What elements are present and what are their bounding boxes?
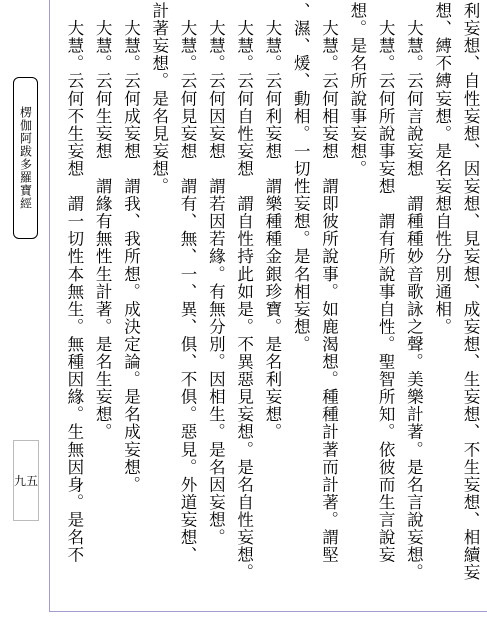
text-column: 想、縛不縛妄想。是名妄想自性分別通相。 xyxy=(432,2,452,336)
text-column: 大慧。云何成妄想 謂我、我所想。成決定論。是名成妄想。 xyxy=(121,2,141,494)
text-column: 大慧。云何見妄想 謂有、無、一、異、俱、不俱。惡見。外道妄想、 xyxy=(178,2,198,564)
text-column: 大慧。云何自性妄想 謂自性持此如是。不異惡見妄想。是名自性妄想。 xyxy=(234,2,254,582)
text-column: 大慧。云何不生妄想 謂一切性本無生。無種因緣。生無因身。是名不 xyxy=(64,2,84,564)
text-column: 大慧。云何生妄想 謂緣有無性生計著。是名生妄想。 xyxy=(93,2,113,441)
scripture-text xyxy=(60,2,484,622)
text-column: 、濕、煖、動相。一切性妄想。是名相妄想。 xyxy=(291,2,311,353)
text-column: 大慧。云何言說妄想 謂種種妙音歌詠之聲。美樂計著。是名言說妄想。 xyxy=(404,2,424,582)
text-column: 大慧。云何相妄想 謂即彼所說事。如鹿渴想。種種計著而計著。謂堅 xyxy=(319,2,339,564)
sutra-title-box xyxy=(13,77,38,239)
sutra-title: 楞伽阿跋多羅寶經 xyxy=(18,106,33,210)
text-column: 利妄想、自性妄想、因妄想、見妄想、成妄想、生妄想、不生妄想、相續妄 xyxy=(461,2,480,582)
text-column: 想。是名所說事妄想。 xyxy=(347,2,367,178)
frame-border-left xyxy=(49,0,50,612)
text-column: 大慧。云何因妄想 謂若因若緣。有無分別。因相生。是名因妄想。 xyxy=(206,2,226,547)
text-column: 大慧。云何所說事妄想 謂有所說事自性。聖智所知。依彼而生言說妄 xyxy=(376,2,396,564)
text-column: 計著妄想。是名見妄想。 xyxy=(149,2,169,196)
text-column: 大慧。云何利妄想 謂樂種種金銀珍寶。是名利妄想。 xyxy=(262,2,282,441)
page-number-box xyxy=(13,440,39,521)
page-number: 九五 xyxy=(14,474,39,488)
